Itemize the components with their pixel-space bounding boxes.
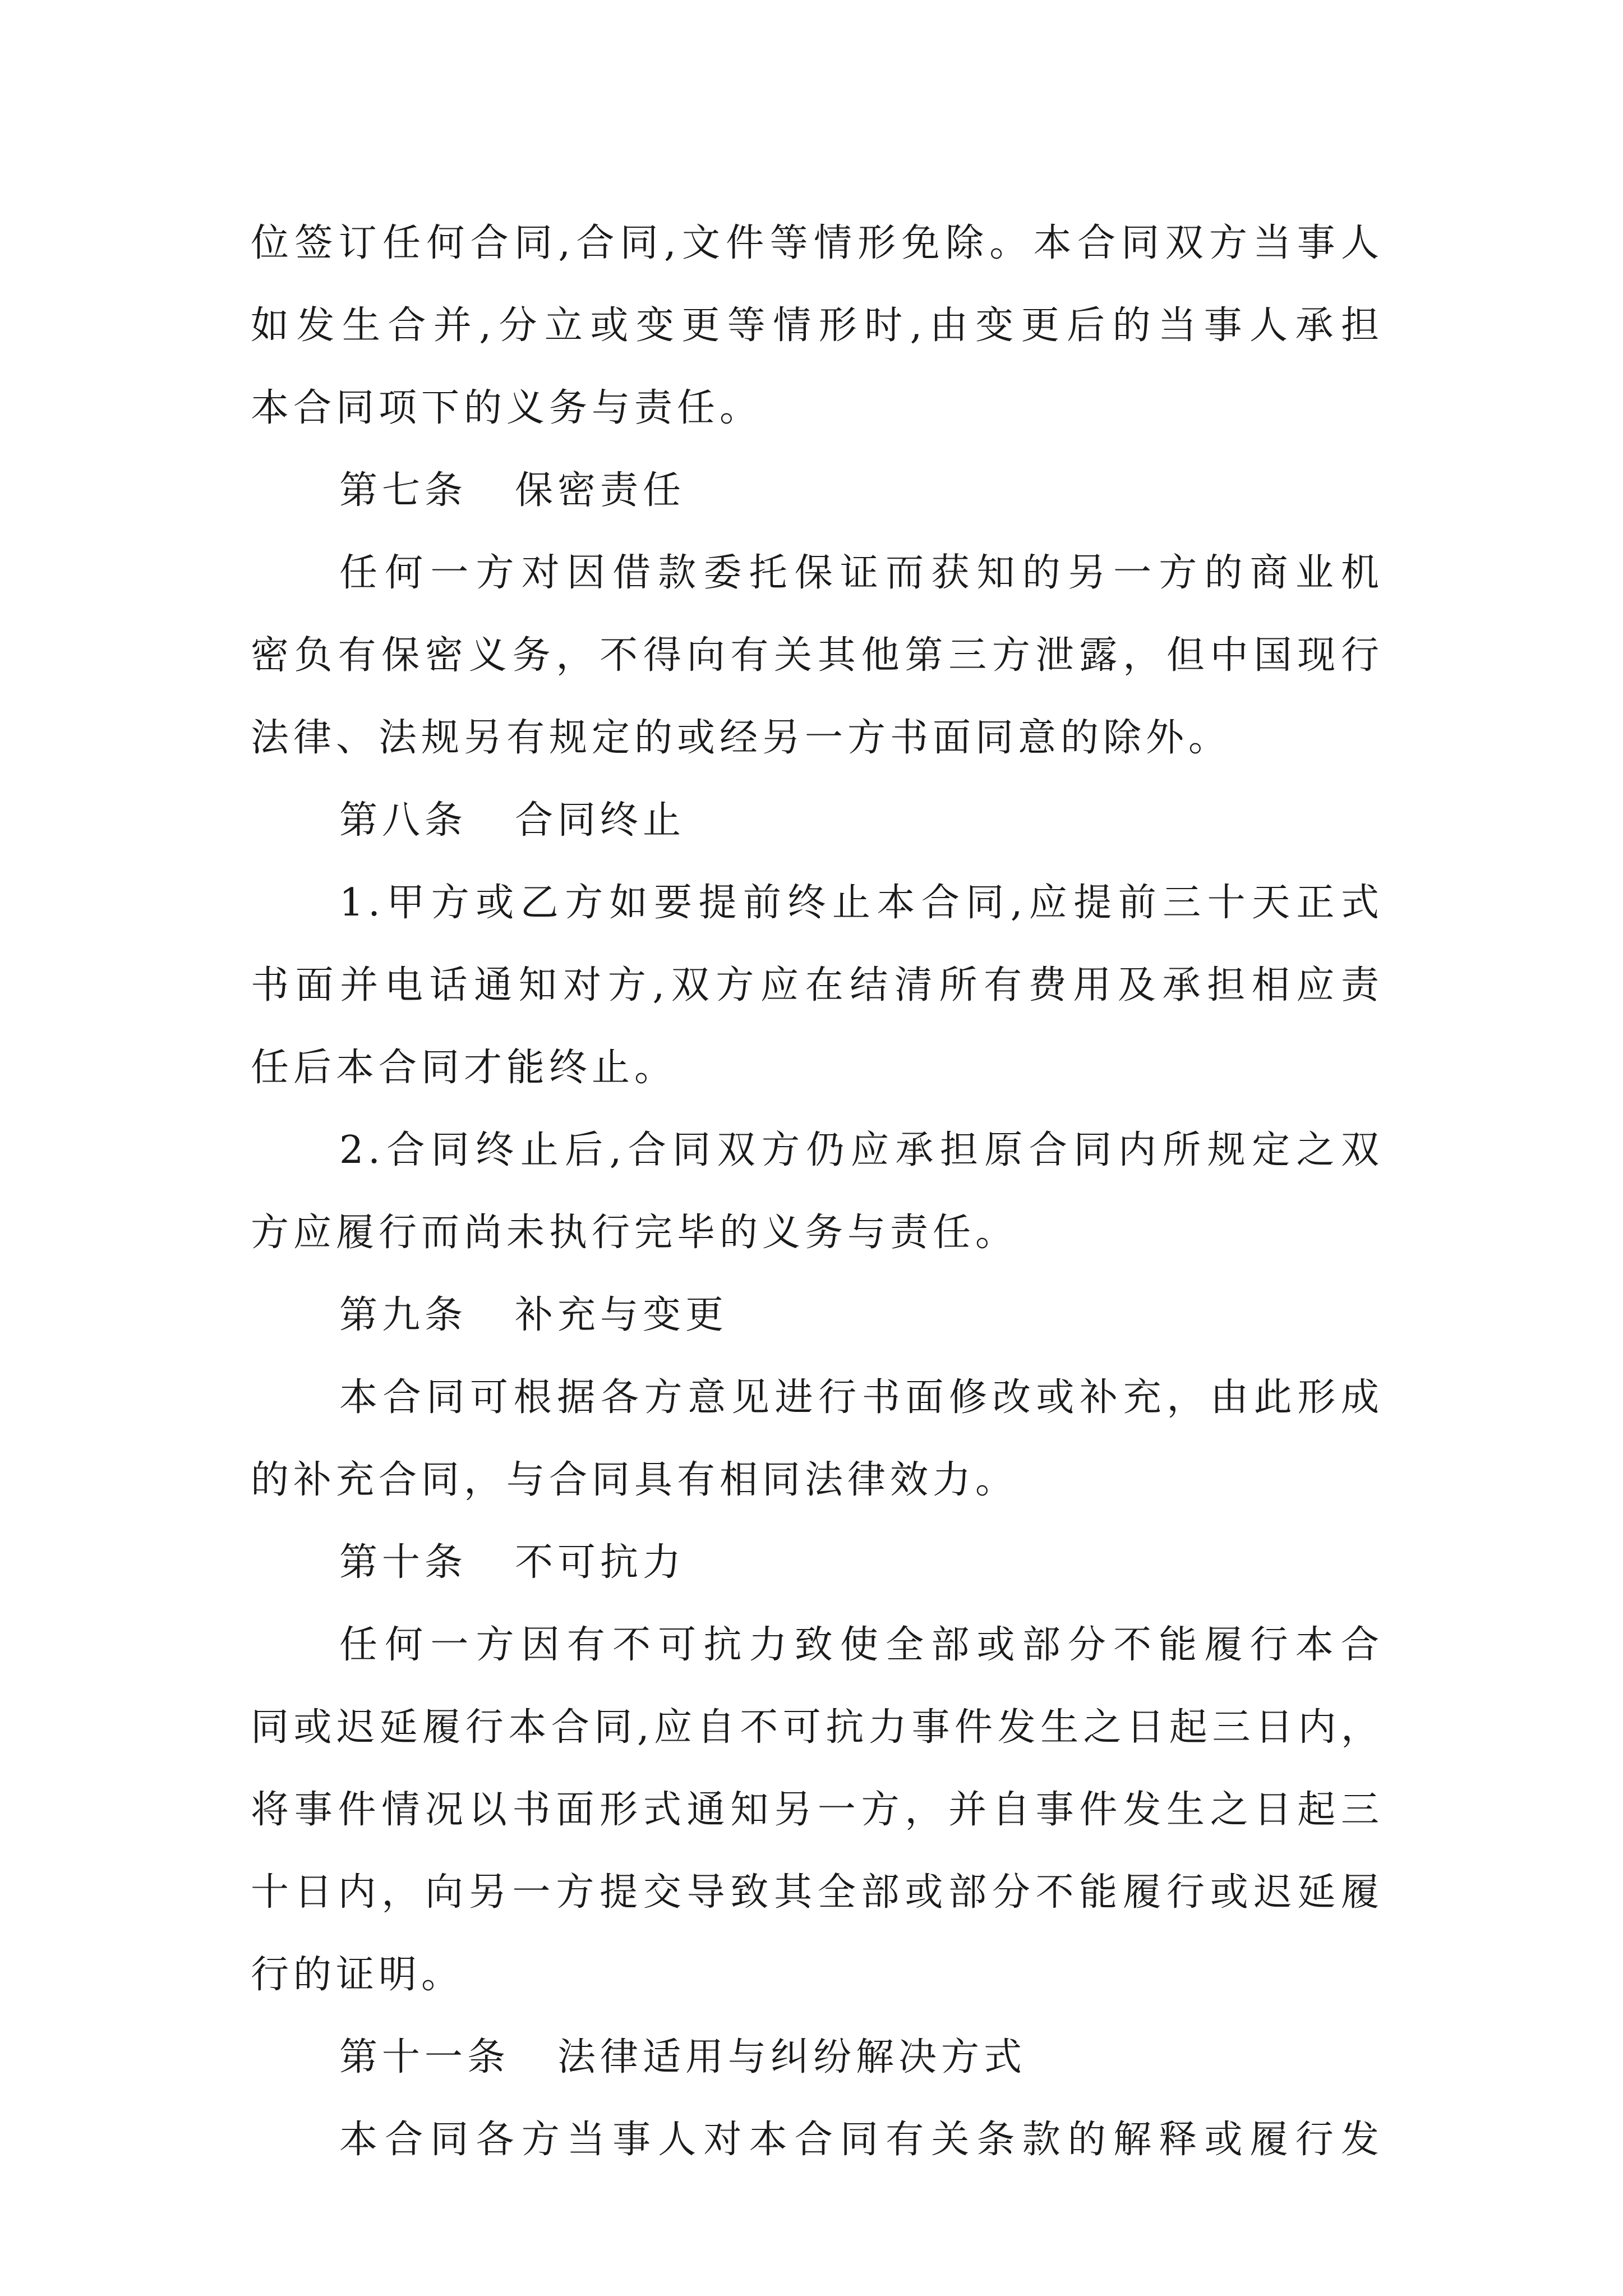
body-line: 任后本合同才能终止。 xyxy=(251,1046,677,1090)
body-line: 本合同项下的义务与责任。 xyxy=(251,386,763,430)
article-8-heading xyxy=(251,779,1384,862)
body-line: 书面并电话通知对方,双方应在结清所有费用及承担相应责 xyxy=(251,963,1384,1007)
body-line: 位签订任何合同,合同,文件等情形免除。本合同双方当事人 xyxy=(251,221,1384,265)
body-line: 法律、法规另有规定的或经另一方书面同意的除外。 xyxy=(251,716,1232,760)
article-title: 不可抗力 xyxy=(515,1540,686,1585)
article-number: 第十一条 xyxy=(339,2035,510,2079)
body-line: 十日内，向另一方提交导致其全部或部分不能履行或迟延履 xyxy=(251,1870,1384,1915)
body-line: 任何一方因有不可抗力致使全部或部分不能履行本合 xyxy=(339,1623,1384,1667)
article-11-heading xyxy=(251,2016,1384,2099)
article-7-heading xyxy=(251,449,1384,532)
body-line: 1.甲方或乙方如要提前终止本合同,应提前三十天正式 xyxy=(339,881,1384,925)
body-line: 行的证明。 xyxy=(251,1953,464,1997)
body-line: 的补充合同，与合同具有相同法律效力。 xyxy=(251,1458,1018,1502)
article-title: 法律适用与纠纷解决方式 xyxy=(557,2035,1027,2079)
article-number: 第八条 xyxy=(339,798,468,843)
body-line: 如发生合并,分立或变更等情形时,由变更后的当事人承担 xyxy=(251,303,1384,348)
article-number: 第九条 xyxy=(339,1293,468,1337)
article-title: 保密责任 xyxy=(515,468,686,513)
article-title: 合同终止 xyxy=(515,798,686,843)
body-line: 密负有保密义务，不得向有关其他第三方泄露，但中国现行 xyxy=(251,633,1384,678)
body-line: 任何一方对因借款委托保证而获知的另一方的商业机 xyxy=(339,551,1384,595)
body-line: 本合同可根据各方意见进行书面修改或补充，由此形成 xyxy=(339,1375,1384,1420)
article-title: 补充与变更 xyxy=(515,1293,728,1337)
article-9-heading xyxy=(251,1274,1384,1356)
body-line: 2.合同终止后,合同双方仍应承担原合同内所规定之双 xyxy=(339,1128,1384,1172)
body-line: 将事件情况以书面形式通知另一方，并自事件发生之日起三 xyxy=(251,1788,1384,1832)
article-10-heading xyxy=(251,1521,1384,1604)
document-body xyxy=(251,202,1384,2181)
article-number: 第十条 xyxy=(339,1540,468,1585)
article-number: 第七条 xyxy=(339,468,468,513)
body-line: 同或迟延履行本合同,应自不可抗力事件发生之日起三日内， xyxy=(251,1705,1384,1750)
body-line: 本合同各方当事人对本合同有关条款的解释或履行发 xyxy=(339,2118,1384,2162)
body-line: 方应履行而尚未执行完毕的义务与责任。 xyxy=(251,1211,1018,1255)
